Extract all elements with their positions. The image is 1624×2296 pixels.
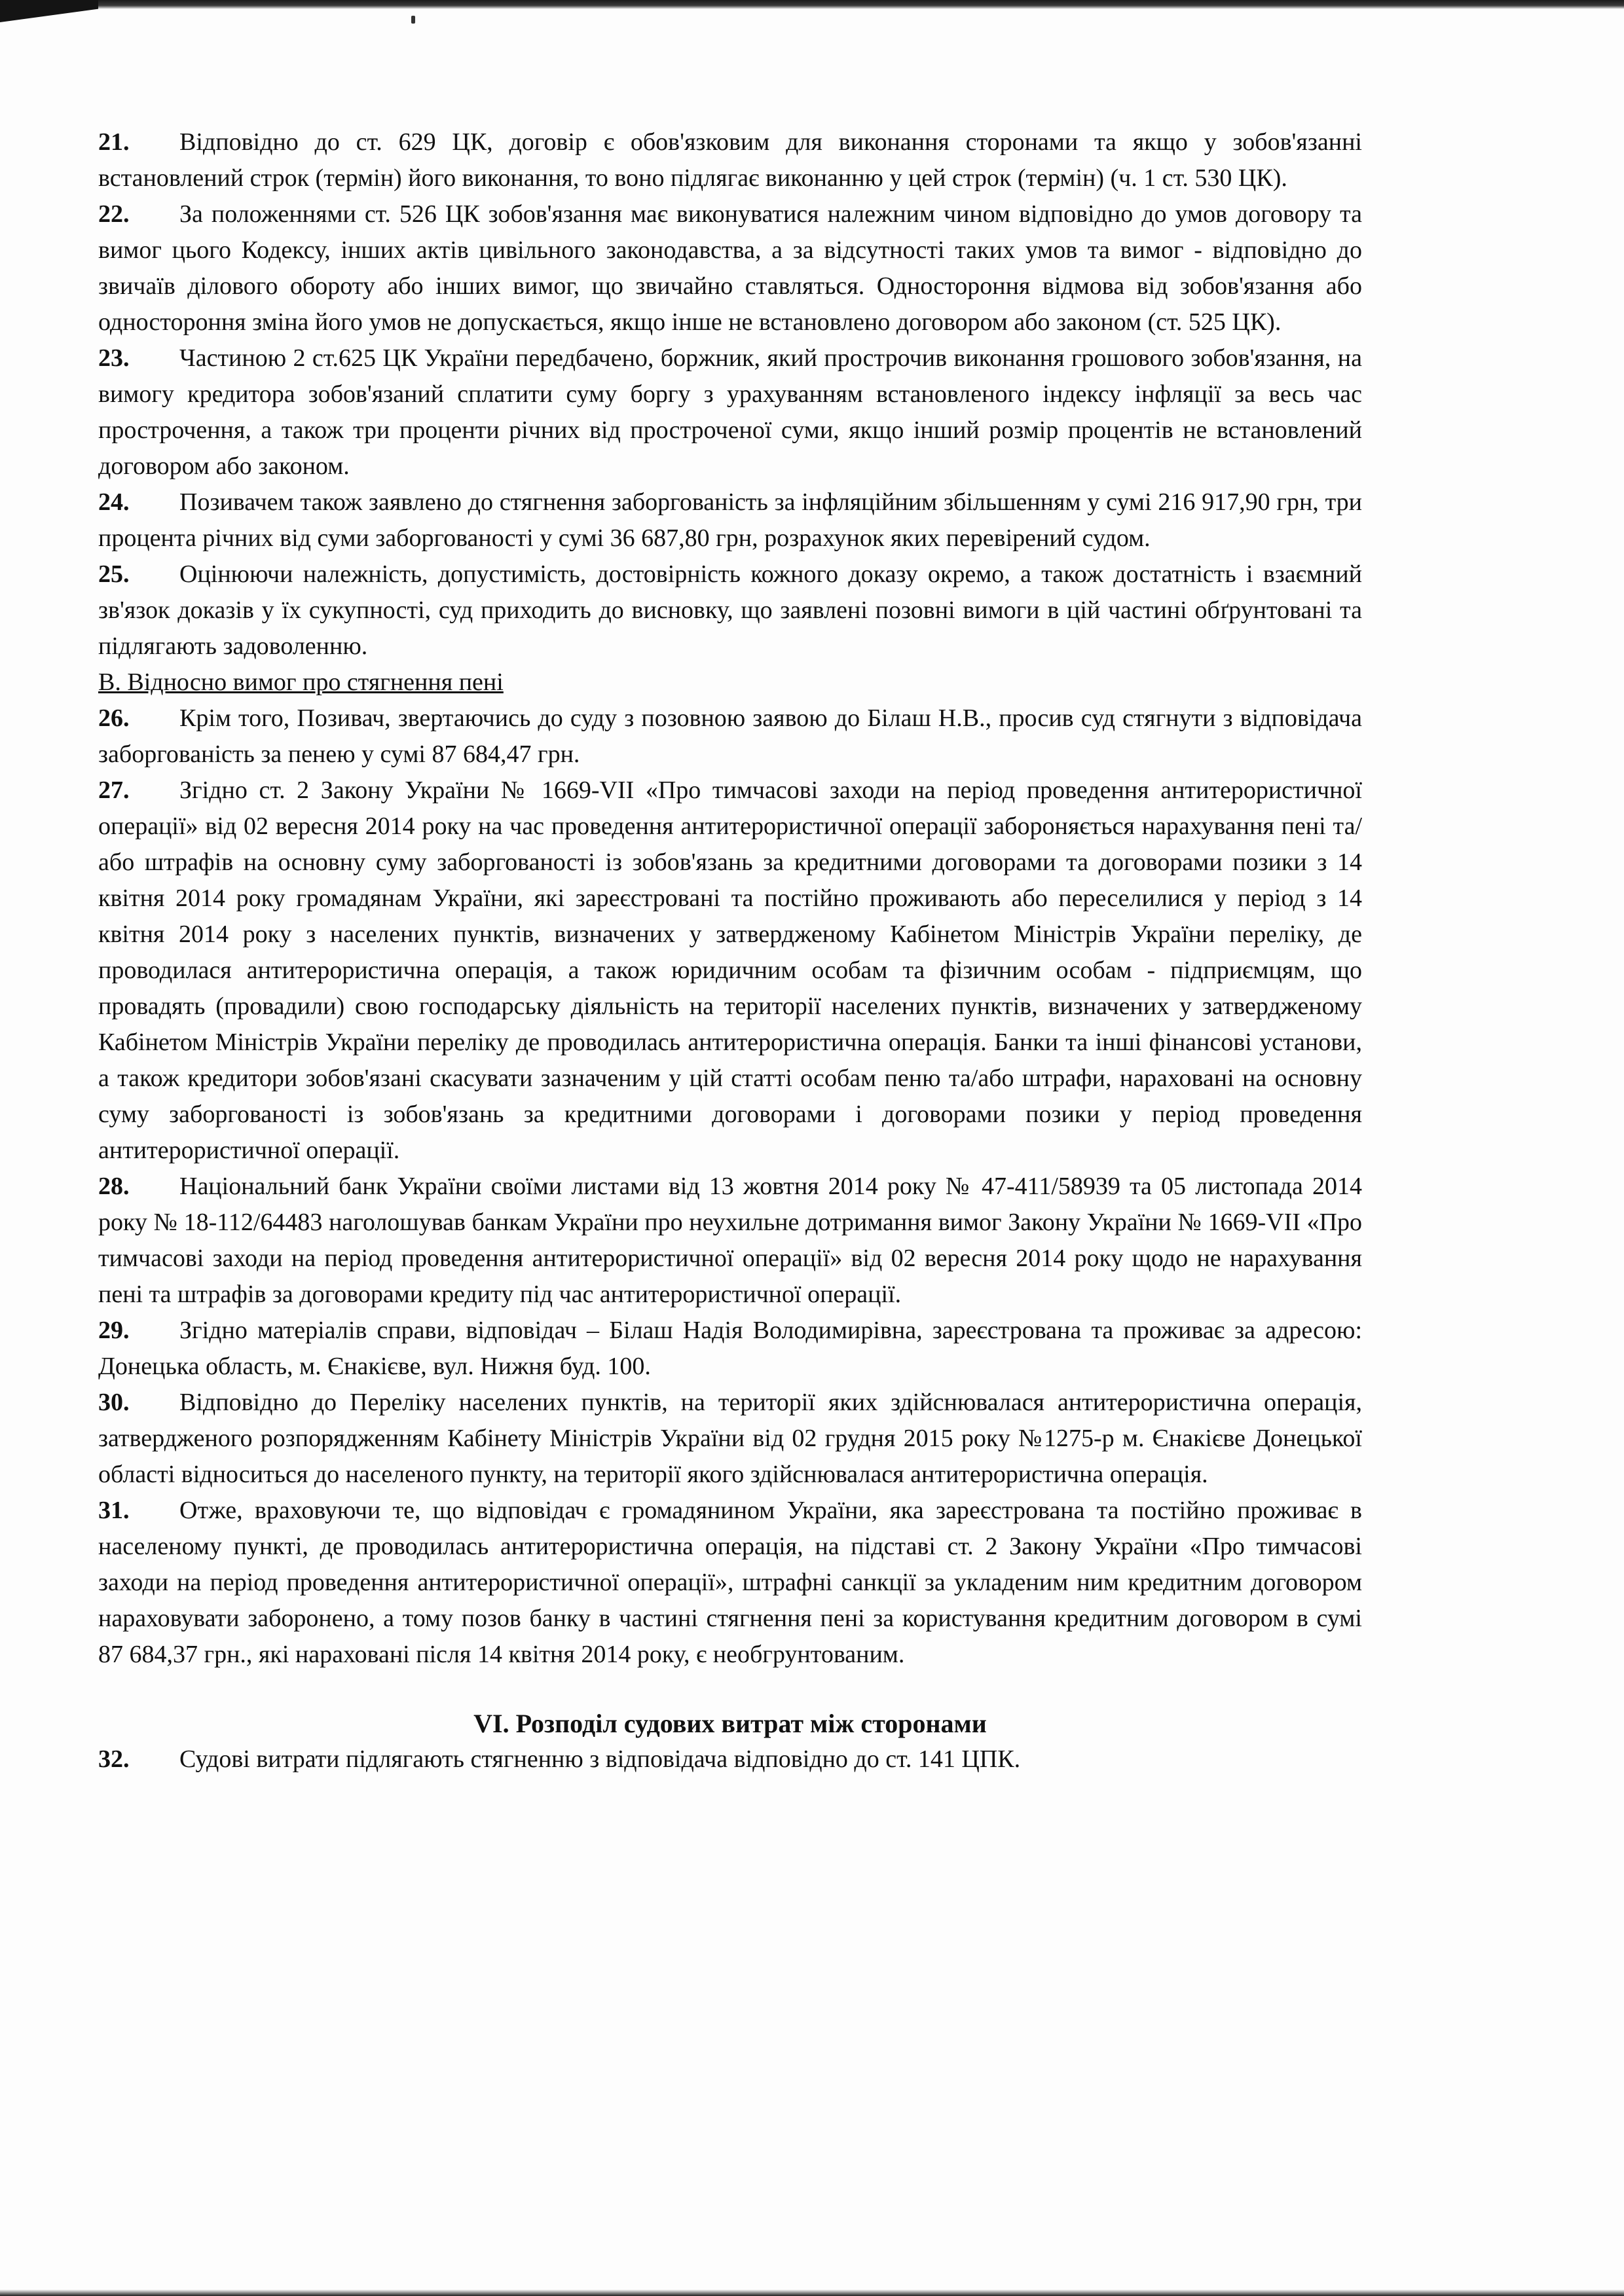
paragraph-text: Судові витрати підлягають стягненню з відповідача відповідно до ст. 141 ЦПК. bbox=[179, 1745, 1021, 1773]
paragraph-23 bbox=[98, 340, 1362, 484]
paragraph-26 bbox=[98, 701, 1362, 773]
paragraph-27 bbox=[98, 773, 1362, 1169]
paragraph-number: 27. bbox=[98, 776, 130, 804]
paragraph-22 bbox=[98, 196, 1362, 340]
subsection-heading-b: В. Відносно вимог про стягнення пені bbox=[98, 668, 504, 696]
paragraph-24 bbox=[98, 484, 1362, 556]
paragraph-number: 23. bbox=[98, 344, 130, 372]
paragraph-text: Крім того, Позивач, звертаючись до суду з позовною заявою до Білаш Н.В., просив суд стягнути з відповідача заборгованість за пенею у сумі 87 684,47 грн. bbox=[98, 704, 1362, 768]
paragraph-text: Відповідно до ст. 629 ЦК, договір є обов'язковим для виконання сторонами та якщо у зобов'язанні встановлений строк (термін) його виконання, то воно підлягає виконанню у цей строк (термін) (ч. 1 ст. 530 ЦК). bbox=[98, 128, 1362, 192]
paragraph-number: 22. bbox=[98, 200, 130, 228]
scan-corner-shadow bbox=[0, 0, 98, 22]
paragraph-text: За положеннями ст. 526 ЦК зобов'язання має виконуватися належним чином відповідно до умов договору та вимог цього Кодексу, інших актів цивільного законодавства, а за відсутності таких умов та вимог - відповідно до звичаїв ділового обороту або інших вимог, що звичайно ставляться. Одностороння відмова від зобов'язання або одностороння зміна його умов не допускається, якщо інше не встановлено договором або законом (ст. 525 ЦК). bbox=[98, 200, 1362, 336]
paragraph-number: 21. bbox=[98, 128, 130, 156]
scan-top-edge bbox=[0, 0, 1624, 9]
paragraph-number: 28. bbox=[98, 1173, 130, 1200]
scan-mark bbox=[411, 16, 415, 24]
paragraph-25 bbox=[98, 556, 1362, 665]
paragraph-text: Оцінюючи належність, допустимість, достовірність кожного доказу окремо, а також достатність і взаємний зв'язок доказів у їх сукупності, суд приходить до висновку, що заявлені позовні вимоги в цій частині обґрунтовані та підлягають задоволенню. bbox=[98, 560, 1362, 660]
paragraph-28 bbox=[98, 1169, 1362, 1313]
paragraph-number: 26. bbox=[98, 704, 130, 732]
paragraph-text: Позивачем також заявлено до стягнення заборгованість за інфляційним збільшенням у сумі 216 917,90 грн, три процента річних від суми заборгованості у сумі 36 687,80 грн, розрахунок яких перевірений судом. bbox=[98, 488, 1362, 552]
paragraph-number: 32. bbox=[98, 1745, 130, 1773]
paragraph-number: 31. bbox=[98, 1497, 130, 1524]
paragraph-text: Частиною 2 ст.625 ЦК України передбачено, боржник, який прострочив виконання грошового зобов'язання, на вимогу кредитора зобов'язаний сплатити суму боргу з урахуванням встановленого індексу інфляції за весь час прострочення, а також три проценти річних від простроченої суми, якщо інший розмір процентів не встановлений договором або законом. bbox=[98, 344, 1362, 480]
paragraph-text: Згідно ст. 2 Закону України № 1669-VII «Про тимчасові заходи на період проведення антитерористичної операції» від 02 вересня 2014 року на час проведення антитерористичної операції забороняється нарахування пені та/або штрафів на основну суму заборгованості із зобов'язань за кредитними договорами та договорами позики з 14 квітня 2014 року громадянам України, які зареєстровані та постійно проживають або переселилися у період з 14 квітня 2014 року з населених пунктів, визначених у затвердженому Кабінетом Міністрів України переліку, де проводилася антитерористична операція, а також юридичним особам та фізичним особам - підприємцям, що провадять (провадили) свою господарську діяльність на території населених пунктів, визначених у затвердженому Кабінетом Міністрів України переліку де проводилась антитерористична операція. Банки та інші фінансові установи, а також кредитори зобов'язані скасувати зазначеним у цій статті особам пеню та/або штрафи, нараховані на основну суму заборгованості із зобов'язань за кредитними договорами і договорами позики у період проведення антитерористичної операції. bbox=[98, 776, 1362, 1164]
paragraph-30 bbox=[98, 1385, 1362, 1493]
section-heading-vi: VI. Розподіл судових витрат між сторонами bbox=[473, 1709, 987, 1738]
paragraph-number: 29. bbox=[98, 1317, 130, 1344]
paragraph-text: Відповідно до Переліку населених пунктів, на території яких здійснювалася антитерористична операція, затвердженого розпорядженням Кабінету Міністрів України від 02 грудня 2015 року №1275-р м. Єнакієве Донецької області відноситься до населеного пункту, на території якого здійснювалася антитерористична операція. bbox=[98, 1389, 1362, 1488]
scan-bottom-edge bbox=[0, 2289, 1624, 2296]
paragraph-text: Національний банк України своїми листами від 13 жовтня 2014 року № 47-411/58939 та 05 листопада 2014 року № 18-112/64483 наголошував банкам України про неухильне дотримання вимог Закону України № 1669-VII «Про тимчасові заходи на період проведення антитерористичної операції» від 02 вересня 2014 року щодо не нарахування пені та штрафів за договорами кредиту під час антитерористичної операції. bbox=[98, 1173, 1362, 1308]
paragraph-number: 30. bbox=[98, 1389, 130, 1416]
paragraph-number: 25. bbox=[98, 560, 130, 588]
paragraph-21 bbox=[98, 124, 1362, 196]
paragraph-text: Отже, враховуючи те, що відповідач є громадянином України, яка зареєстрована та постійно проживає в населеному пункті, де проводилась антитерористична операція, на підставі ст. 2 Закону України «Про тимчасові заходи на період проведення антитерористичної операції», штрафні санкції за укладеним ним кредитним договором нараховувати заборонено, а тому позов банку в частині стягнення пені за користування кредитним договором в сумі 87 684,37 грн., які нараховані після 14 квітня 2014 року, є необгрунтованим. bbox=[98, 1497, 1362, 1668]
paragraph-text: Згідно матеріалів справи, відповідач – Білаш Надія Володимирівна, зареєстрована та проживає за адресою: Донецька область, м. Єнакієве, вул. Нижня буд. 100. bbox=[98, 1317, 1362, 1380]
paragraph-29 bbox=[98, 1313, 1362, 1385]
paragraph-31 bbox=[98, 1493, 1362, 1673]
paragraph-32 bbox=[98, 1741, 1362, 1777]
document-body bbox=[98, 124, 1362, 1777]
paragraph-number: 24. bbox=[98, 488, 130, 516]
